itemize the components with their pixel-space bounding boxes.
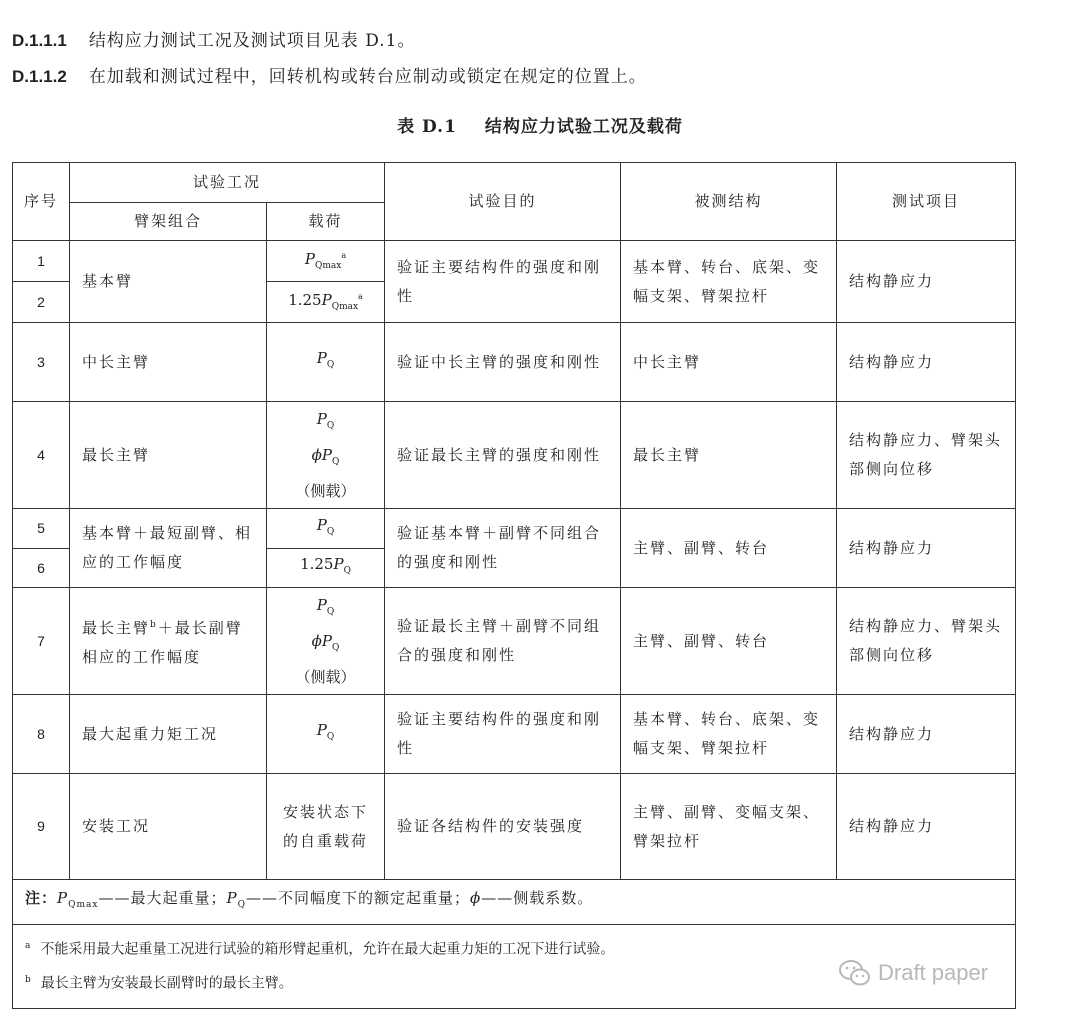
row-number: 1 [13,241,70,282]
row-number: 4 [13,402,70,509]
header-items: 测试项目 [837,163,1016,241]
row-number: 5 [13,509,70,549]
arm-combo-cell: 基本臂＋最短副臂、相应的工作幅度 [70,509,267,588]
structure-cell: 主臂、副臂、变幅支架、臂架拉杆 [621,774,837,880]
structure-cell: 最长主臂 [621,402,837,509]
table-note-row [13,880,1016,925]
arm-combo-cell: 最大起重力矩工况 [70,695,267,774]
header-test-condition: 试验工况 [70,163,385,203]
row-number: 9 [13,774,70,880]
load-cell: $1.25P_{Qmax}^a$ [267,282,385,323]
load-cell: $P_{Qmax}^a$ [267,241,385,282]
table-caption [0,112,1080,137]
purpose-cell: 验证主要结构件的强度和刚性 [385,695,621,774]
watermark-text: Draft paper [878,960,989,985]
load-cell: $P_Q$ [267,323,385,402]
table-caption-number: 表 D.1 [397,117,457,137]
purpose-cell: 验证最长主臂的强度和刚性 [385,402,621,509]
table-caption-title: 结构应力试验工况及载荷 [484,117,683,137]
items-cell: 结构静应力、臂架头部侧向位移 [837,588,1016,695]
table-row [13,588,1016,695]
load-cell: $P_Q$ $\phi P_Q$ （侧载） [267,402,385,509]
load-cell: $P_Q$ $\phi P_Q$ （侧载） [267,588,385,695]
items-cell: 结构静应力 [837,323,1016,402]
table-row [13,241,1016,282]
footnote-b: $^b$ 最长主臂为安装最长副臂时的最长主臂。 [25,974,293,992]
arm-combo-cell: 最长主臂$^b$＋最长副臂相应的工作幅度 [70,588,267,695]
purpose-cell: 验证最长主臂＋副臂不同组合的强度和刚性 [385,588,621,695]
arm-combo-cell: 最长主臂 [70,402,267,509]
load-cell: $P_Q$ [267,509,385,549]
row-number: 8 [13,695,70,774]
items-cell: 结构静应力、臂架头部侧向位移 [837,402,1016,509]
table-row [13,509,1016,549]
watermark [838,958,988,988]
items-cell: 结构静应力 [837,695,1016,774]
arm-combo-cell: 基本臂 [70,241,267,323]
table-row [13,402,1016,509]
load-cell: 安装状态下的自重载荷 [267,774,385,880]
structure-cell: 主臂、副臂、转台 [621,509,837,588]
structure-cell: 基本臂、转台、底架、变幅支架、臂架拉杆 [621,695,837,774]
header-seq: 序号 [13,163,70,241]
clause-d112 [12,62,647,87]
purpose-cell: 验证中长主臂的强度和刚性 [385,323,621,402]
clause-number: D.1.1.2 [12,67,67,86]
arm-combo-cell: 中长主臂 [70,323,267,402]
items-cell: 结构静应力 [837,774,1016,880]
items-cell: 结构静应力 [837,241,1016,323]
clause-d111 [12,26,415,51]
row-number: 6 [13,549,70,588]
clause-text: 结构应力测试工况及测试项目见表 D.1。 [88,31,416,51]
row-number: 2 [13,282,70,323]
header-arm-combo: 臂架组合 [70,203,267,241]
purpose-cell: 验证基本臂＋副臂不同组合的强度和刚性 [385,509,621,588]
structure-cell: 主臂、副臂、转台 [621,588,837,695]
row-number: 7 [13,588,70,695]
clause-text: 在加载和测试过程中，回转机构或转台应制动或锁定在规定的位置上。 [88,67,647,87]
table-row [13,323,1016,402]
header-purpose: 试验目的 [385,163,621,241]
header-structure: 被测结构 [621,163,837,241]
purpose-cell: 验证主要结构件的强度和刚性 [385,241,621,323]
table-row [13,695,1016,774]
table-note: 注：$P_{Qmax}——$最大起重量；$P_Q——$不同幅度下的额定起重量；ϕ——侧载系数。 [13,880,1016,925]
header-load: 载荷 [267,203,385,241]
load-cell: $1.25P_Q$ [267,549,385,588]
structure-cell: 中长主臂 [621,323,837,402]
clause-number: D.1.1.1 [12,31,67,50]
structure-cell: 基本臂、转台、底架、变幅支架、臂架拉杆 [621,241,837,323]
test-conditions-table [12,162,1016,1009]
purpose-cell: 验证各结构件的安装强度 [385,774,621,880]
footnote-a: $^a$ 不能采用最大起重量工况进行试验的箱形臂起重机，允许在最大起重力矩的工况下进行试验。 [25,941,615,958]
arm-combo-cell: 安装工况 [70,774,267,880]
load-cell: $P_Q$ [267,695,385,774]
table-row [13,774,1016,880]
wechat-icon [838,958,872,988]
items-cell: 结构静应力 [837,509,1016,588]
row-number: 3 [13,323,70,402]
